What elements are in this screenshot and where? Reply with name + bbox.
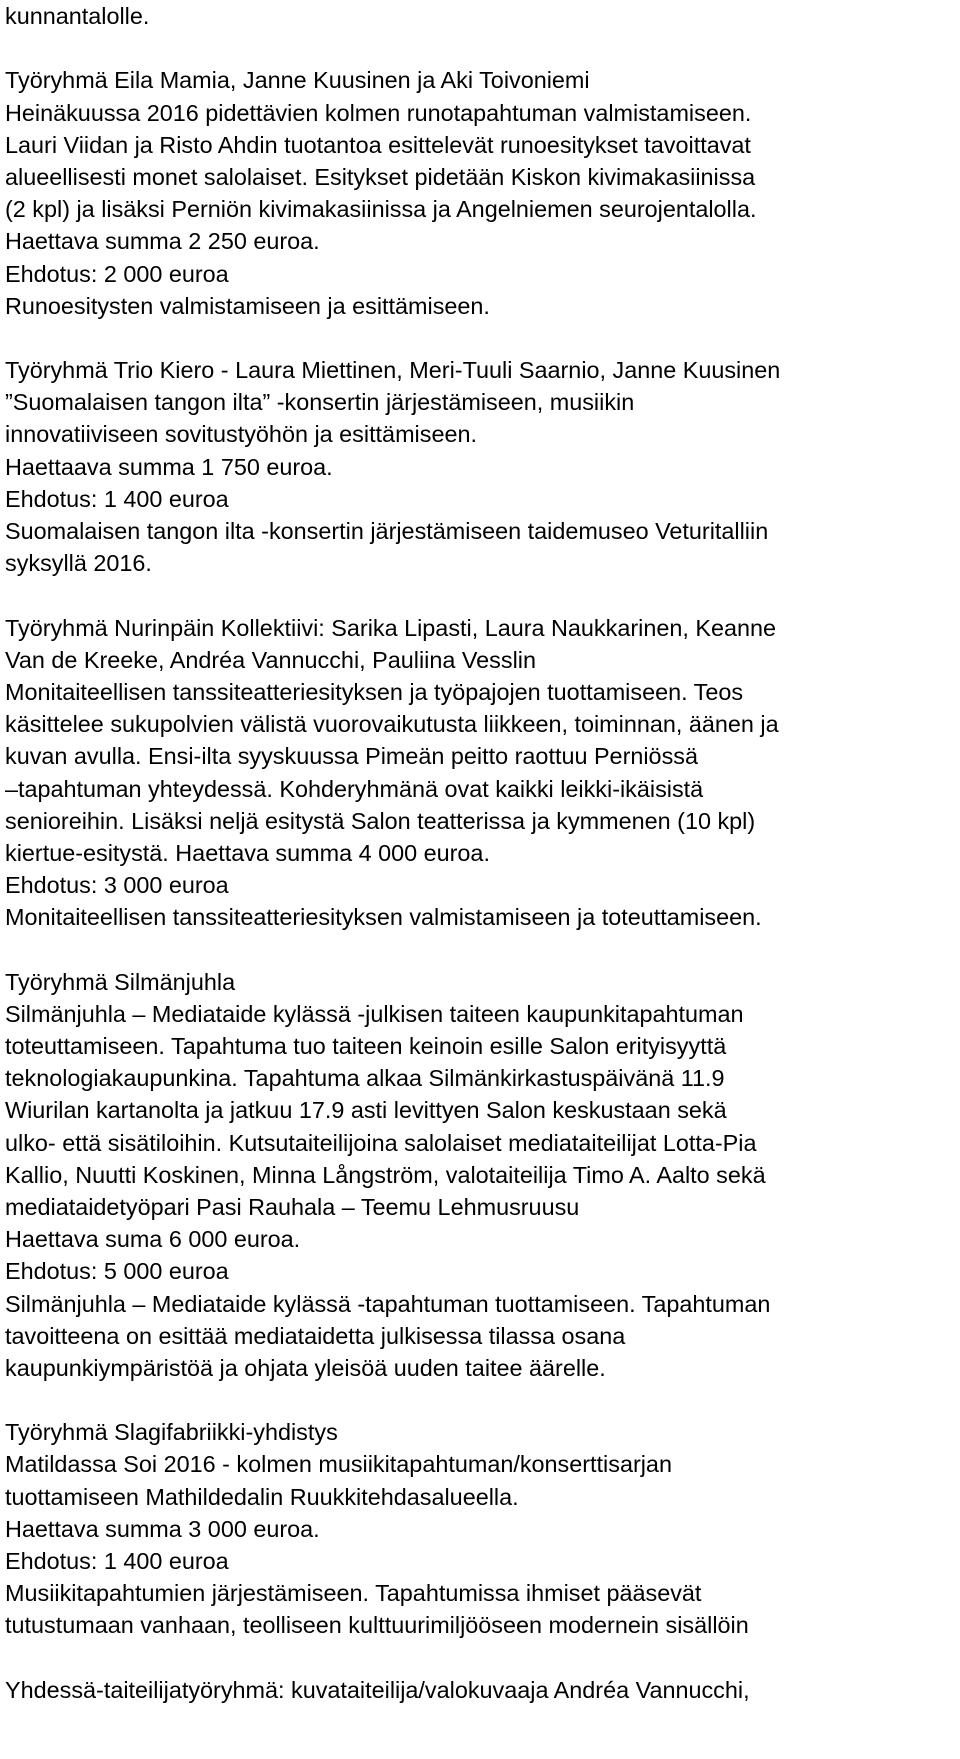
text-line: toteuttamiseen. Tapahtuma tuo taiteen keinoin esille Salon erityisyyttä (5, 1033, 727, 1059)
text-line: Suomalaisen tangon ilta -konsertin järjestämiseen taidemuseo Veturitalliin (5, 518, 769, 544)
text-line: Wiurilan kartanolta ja jatkuu 17.9 asti levittyen Salon keskustaan sekä (5, 1097, 727, 1124)
text-line: Haettava summa 3 000 euroa. (5, 1515, 320, 1542)
text-line: Haettaava summa 1 750 euroa. (5, 453, 333, 480)
text-line: tuottamiseen Mathildedalin Ruukkitehdasalueella. (5, 1483, 519, 1510)
text-line: Monitaiteellisen tanssiteatteriesityksen valmistamiseen ja toteuttamiseen. (5, 904, 762, 931)
text-line: syksyllä 2016. (5, 550, 152, 577)
blank-line (5, 933, 957, 965)
text-line: Ehdotus: 5 000 euroa (5, 1258, 229, 1285)
blank-line (5, 1642, 957, 1674)
text-line: Työryhmä Eila Mamia, Janne Kuusinen ja Aki Toivoniemi (5, 67, 590, 94)
text-line: Työryhmä Nurinpäin Kollektiivi: Sarika Lipasti, Laura Naukkarinen, Keanne (5, 614, 776, 641)
text-line: kunnantalolle. (5, 3, 150, 29)
text-line: Monitaiteellisen tanssiteatteriesityksen ja työpajojen tuottamiseen. Teos (5, 678, 744, 705)
blank-line (5, 1384, 957, 1416)
text-line: mediataidetyöpari Pasi Rauhala – Teemu Lehmusruusu (5, 1193, 580, 1220)
text-line: Kallio, Nuutti Koskinen, Minna Långström, valotaiteilija Timo A. Aalto sekä (5, 1161, 766, 1188)
blank-line (5, 579, 957, 611)
text-line: Musiikitapahtumien järjestämiseen. Tapahtumissa ihmiset pääsevät (5, 1580, 702, 1607)
blank-line (5, 32, 957, 64)
text-line: kuvan avulla. Ensi-ilta syyskuussa Pimeän peitto raottuu Perniössä (5, 743, 698, 770)
text-line: Silmänjuhla – Mediataide kylässä -julkisen taiteen kaupunkitapahtuman (5, 1000, 744, 1027)
text-line: Haettava summa 2 250 euroa. (5, 228, 320, 255)
text-line: Yhdessä-taiteilijatyöryhmä: kuvataiteilija/valokuvaaja Andréa Vannucchi, (5, 1676, 750, 1703)
text-line: Runoesitysten valmistamiseen ja esittämiseen. (5, 292, 490, 319)
text-line: innovatiiviseen sovitustyöhön ja esittämiseen. (5, 421, 477, 448)
text-line: Matildassa Soi 2016 - kolmen musiikitapahtuman/konserttisarjan (5, 1451, 672, 1478)
text-line: Ehdotus: 1 400 euroa (5, 485, 229, 512)
text-line: Heinäkuussa 2016 pidettävien kolmen runotapahtuman valmistamiseen. (5, 99, 752, 126)
text-line: –tapahtuman yhteydessä. Kohderyhmänä ovat kaikki leikki-ikäisistä (5, 775, 704, 802)
text-line: Haettava suma 6 000 euroa. (5, 1226, 301, 1253)
text-line: Työryhmä Silmänjuhla (5, 968, 236, 995)
text-line: alueellisesti monet salolaiset. Esitykset pidetään Kiskon kivimakasiinissa (5, 163, 756, 190)
text-line: Työryhmä Trio Kiero - Laura Miettinen, Meri-Tuuli Saarnio, Janne Kuusinen (5, 357, 781, 384)
text-line: käsittelee sukupolvien välistä vuorovaikutusta liikkeen, toiminnan, äänen ja (5, 711, 779, 738)
text-line: Ehdotus: 2 000 euroa (5, 260, 229, 287)
text-line: Ehdotus: 3 000 euroa (5, 872, 229, 899)
text-line: Silmänjuhla – Mediataide kylässä -tapahtuman tuottamiseen. Tapahtuman (5, 1290, 771, 1317)
document-body (5, 0, 957, 1706)
text-line: kiertue-esitystä. Haettava summa 4 000 euroa. (5, 839, 490, 866)
text-line: tutustumaan vanhaan, teolliseen kulttuurimiljööseen modernein sisällöin (5, 1612, 749, 1639)
text-line: ”Suomalaisen tangon ilta” -konsertin järjestämiseen, musiikin (5, 389, 635, 416)
text-line: Työryhmä Slagifabriikki-yhdistys (5, 1419, 338, 1446)
text-line: Lauri Viidan ja Risto Ahdin tuotantoa esittelevät runoesitykset tavoittavat (5, 131, 751, 158)
text-line: ulko- että sisätiloihin. Kutsutaiteilijoina salolaiset mediataiteilijat Lotta-Pia (5, 1129, 757, 1156)
text-line: Ehdotus: 1 400 euroa (5, 1548, 229, 1574)
text-line: teknologiakaupunkina. Tapahtuma alkaa Silmänkirkastuspäivänä 11.9 (5, 1065, 725, 1092)
text-line: Van de Kreeke, Andréa Vannucchi, Pauliina Vesslin (5, 646, 536, 673)
text-line: kaupunkiympäristöä ja ohjata yleisöä uuden taitee äärelle. (5, 1354, 606, 1381)
text-line: senioreihin. Lisäksi neljä esitystä Salon teatterissa ja kymmenen (10 kpl) (5, 807, 756, 834)
text-line: (2 kpl) ja lisäksi Perniön kivimakasiinissa ja Angelniemen seurojentalolla. (5, 196, 757, 223)
blank-line (5, 322, 957, 354)
text-line: tavoitteena on esittää mediataidetta julkisessa tilassa osana (5, 1322, 626, 1349)
